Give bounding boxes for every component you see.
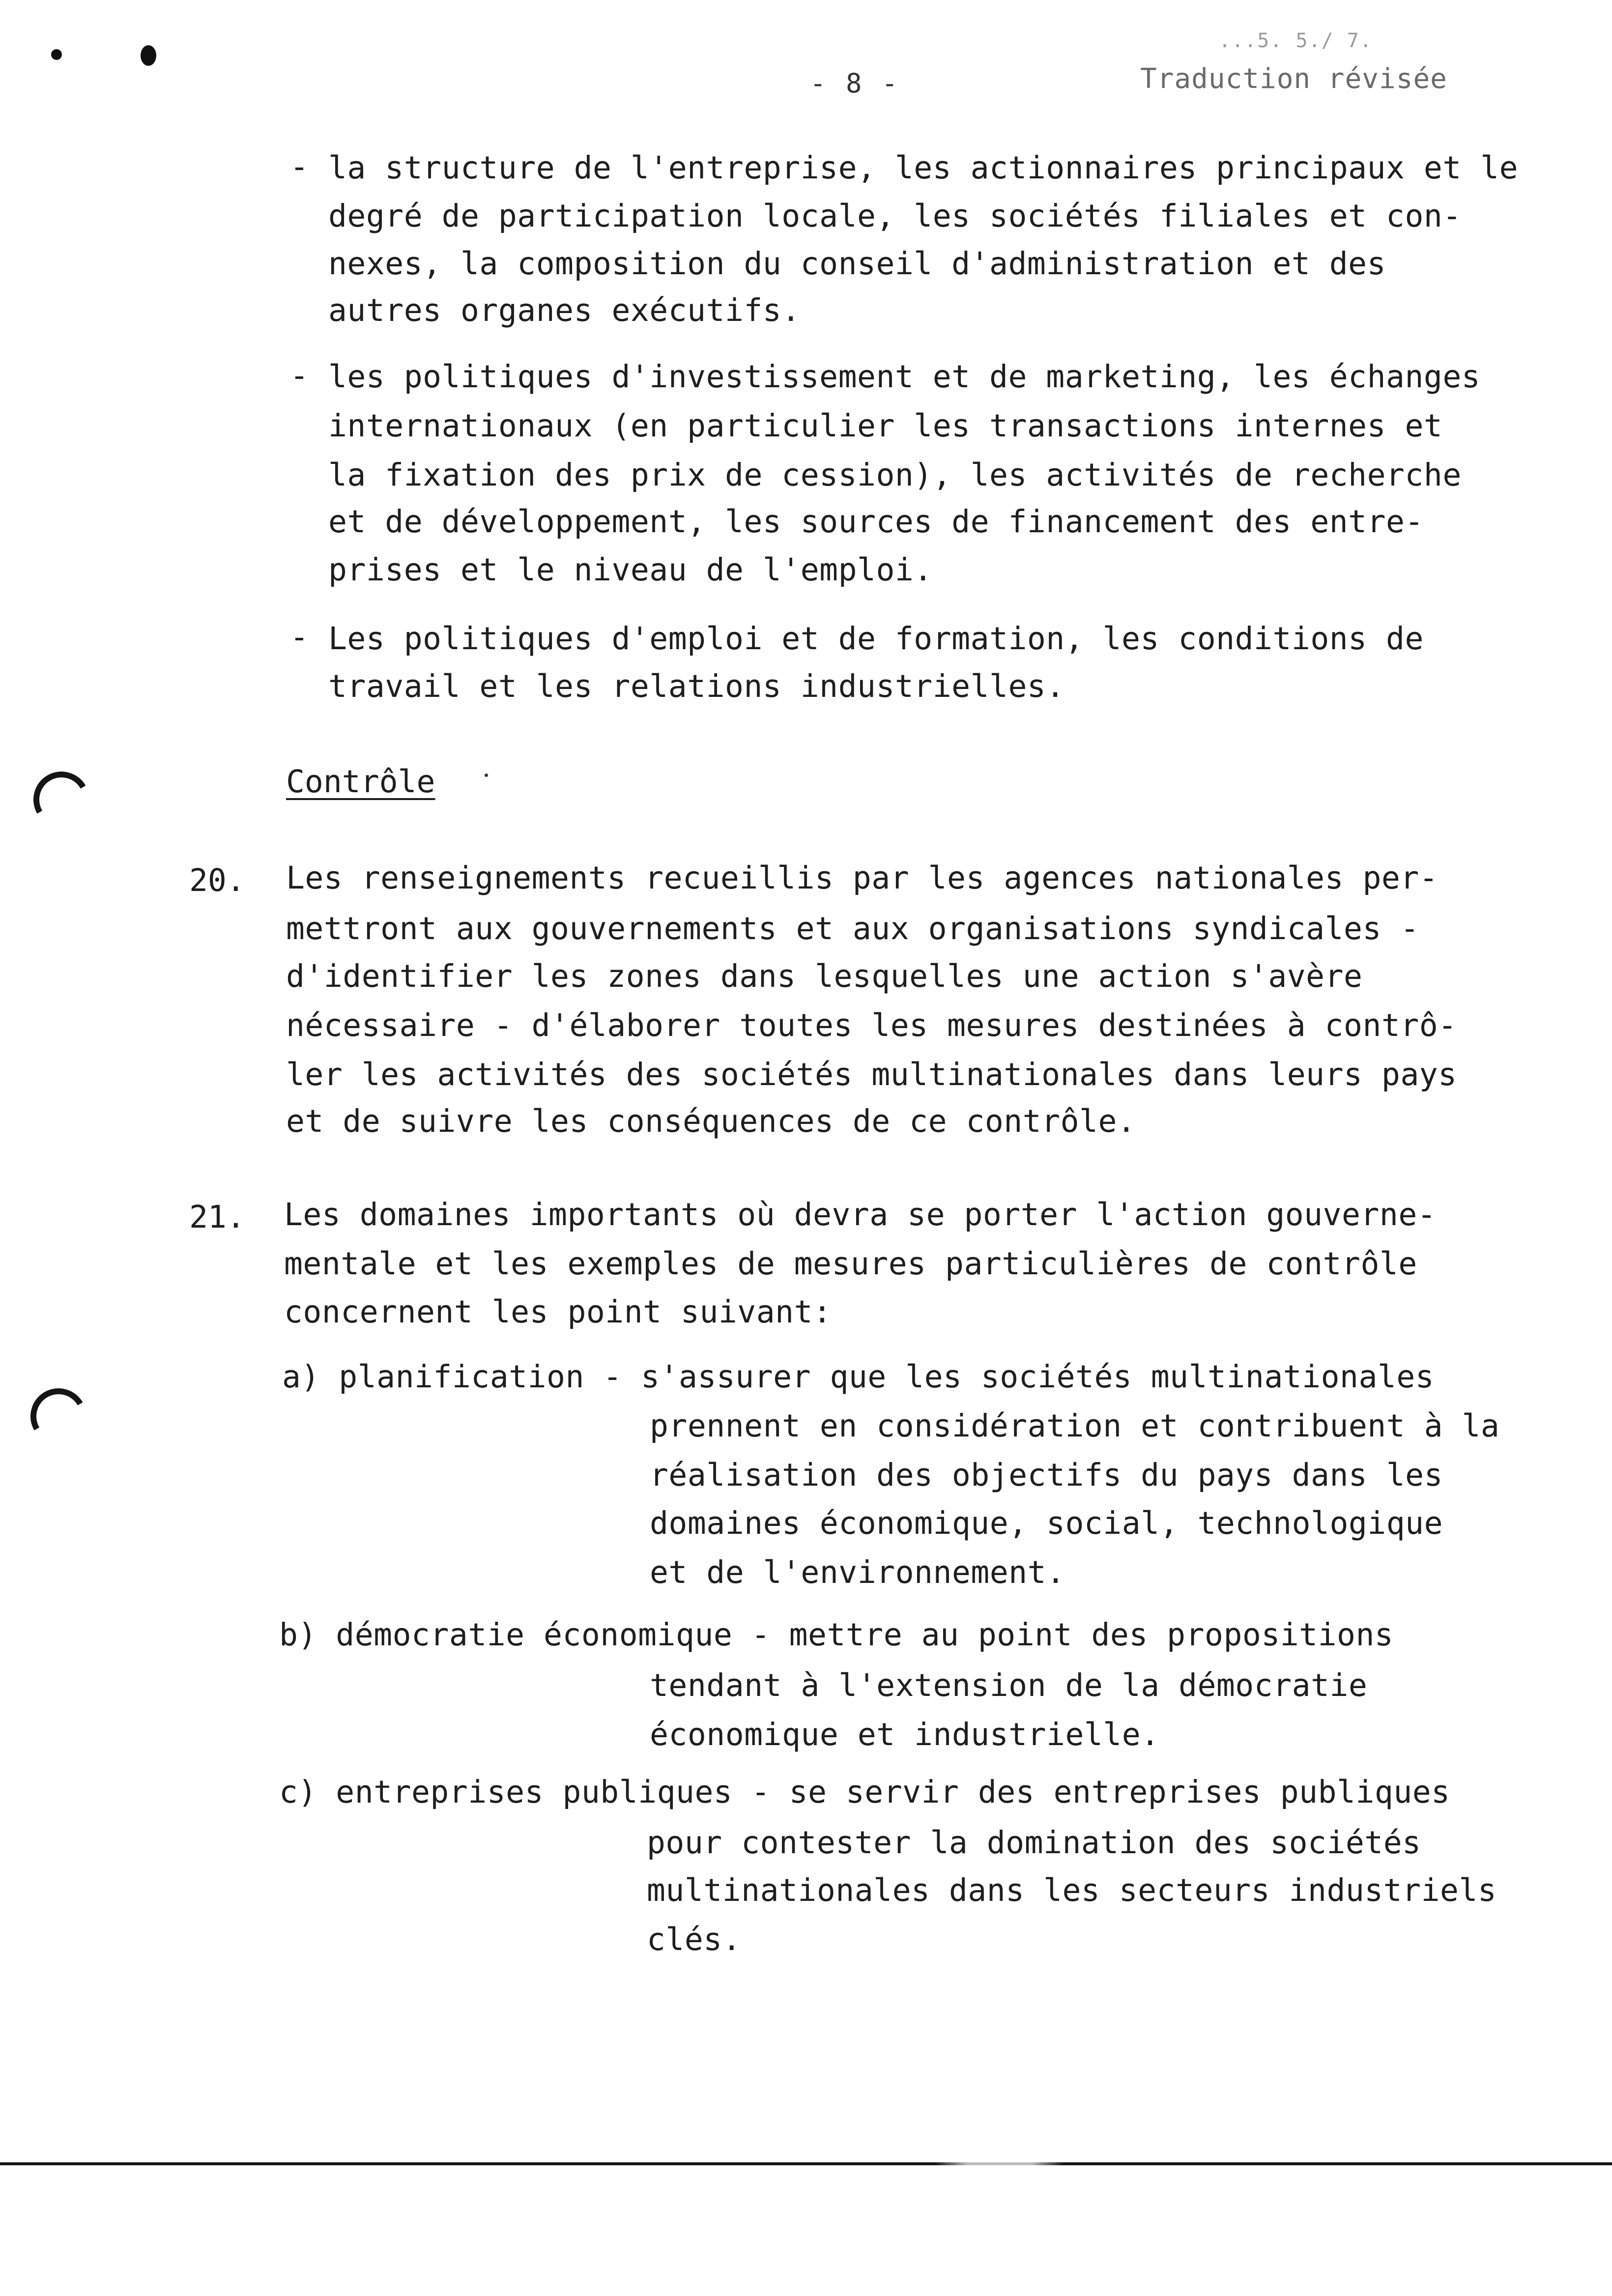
paragraph-number: 21. xyxy=(189,1199,245,1235)
text-line: tendant à l'extension de la démocratie xyxy=(650,1667,1368,1703)
text-line: concernent les point suivant: xyxy=(284,1294,832,1330)
text-line: prises et le niveau de l'emploi. xyxy=(328,552,933,588)
text-line: Les domaines importants où devra se porter l'action gouverne- xyxy=(284,1197,1437,1233)
text-line: multinationales dans les secteurs industriels xyxy=(647,1872,1497,1908)
reference-code: ...5. 5./ 7. xyxy=(1219,29,1373,52)
text-line: domaines économique, social, technologique xyxy=(650,1505,1443,1541)
paragraph-number: 20. xyxy=(189,862,245,898)
text-line: degré de participation locale, les sociétés filiales et con- xyxy=(328,198,1462,234)
text-line: pour contester la domination des sociétés xyxy=(647,1825,1421,1861)
text-line: Les renseignements recueillis par les agences nationales per- xyxy=(286,860,1439,896)
bullet-dash: - xyxy=(290,149,309,185)
sub-item-label: c) entreprises publiques - se servir des entreprises publiques xyxy=(279,1774,1450,1810)
text-line: nécessaire - d'élaborer toutes les mesures destinées à contrô- xyxy=(286,1007,1457,1043)
text-line: et de l'environnement. xyxy=(650,1554,1065,1590)
ink-dot xyxy=(51,49,62,60)
revision-label: Traduction révisée xyxy=(1140,63,1447,95)
text-line: d'identifier les zones dans lesquelles une action s'avère xyxy=(286,958,1363,994)
ink-dot xyxy=(141,45,156,66)
text-line: les politiques d'investissement et de marketing, les échanges xyxy=(328,359,1481,395)
text-line: ler les activités des sociétés multinationales dans leurs pays xyxy=(286,1057,1457,1092)
text-line: la fixation des prix de cession), les activités de recherche xyxy=(328,457,1462,493)
text-line: mettront aux gouvernements et aux organisations syndicales - xyxy=(286,911,1419,947)
text-line: la structure de l'entreprise, les actionnaires principaux et le xyxy=(328,150,1519,186)
text-line: clés. xyxy=(647,1922,742,1957)
text-line: autres organes exécutifs. xyxy=(328,292,801,328)
ink-speck xyxy=(485,774,488,777)
bullet-dash: - xyxy=(290,358,309,394)
footer-rule xyxy=(0,2162,1612,2165)
text-line: prennent en considération et contribuent à la xyxy=(650,1408,1500,1444)
punch-hole-mark xyxy=(27,765,96,834)
text-line: et de développement, les sources de financement des entre- xyxy=(328,504,1424,540)
page-number: - 8 - xyxy=(810,68,900,99)
text-line: et de suivre les conséquences de ce contrôle. xyxy=(286,1103,1136,1139)
bullet-dash: - xyxy=(290,619,309,655)
text-line: Les politiques d'emploi et de formation, les conditions de xyxy=(328,621,1424,657)
text-line: mentale et les exemples de mesures particulières de contrôle xyxy=(284,1246,1417,1282)
text-line: nexes, la composition du conseil d'administration et des xyxy=(328,246,1386,282)
punch-hole-mark xyxy=(24,1382,93,1451)
text-line: internationaux (en particulier les transactions internes et xyxy=(328,408,1443,444)
sub-item-label: b) démocratie économique - mettre au point des propositions xyxy=(279,1617,1394,1653)
section-heading: Contrôle xyxy=(286,764,435,800)
text-line: travail et les relations industrielles. xyxy=(328,668,1065,704)
text-line: économique et industrielle. xyxy=(650,1717,1160,1752)
text-line: réalisation des objectifs du pays dans les xyxy=(650,1457,1443,1493)
sub-item-label: a) planification - s'assurer que les sociétés multinationales xyxy=(282,1359,1435,1395)
